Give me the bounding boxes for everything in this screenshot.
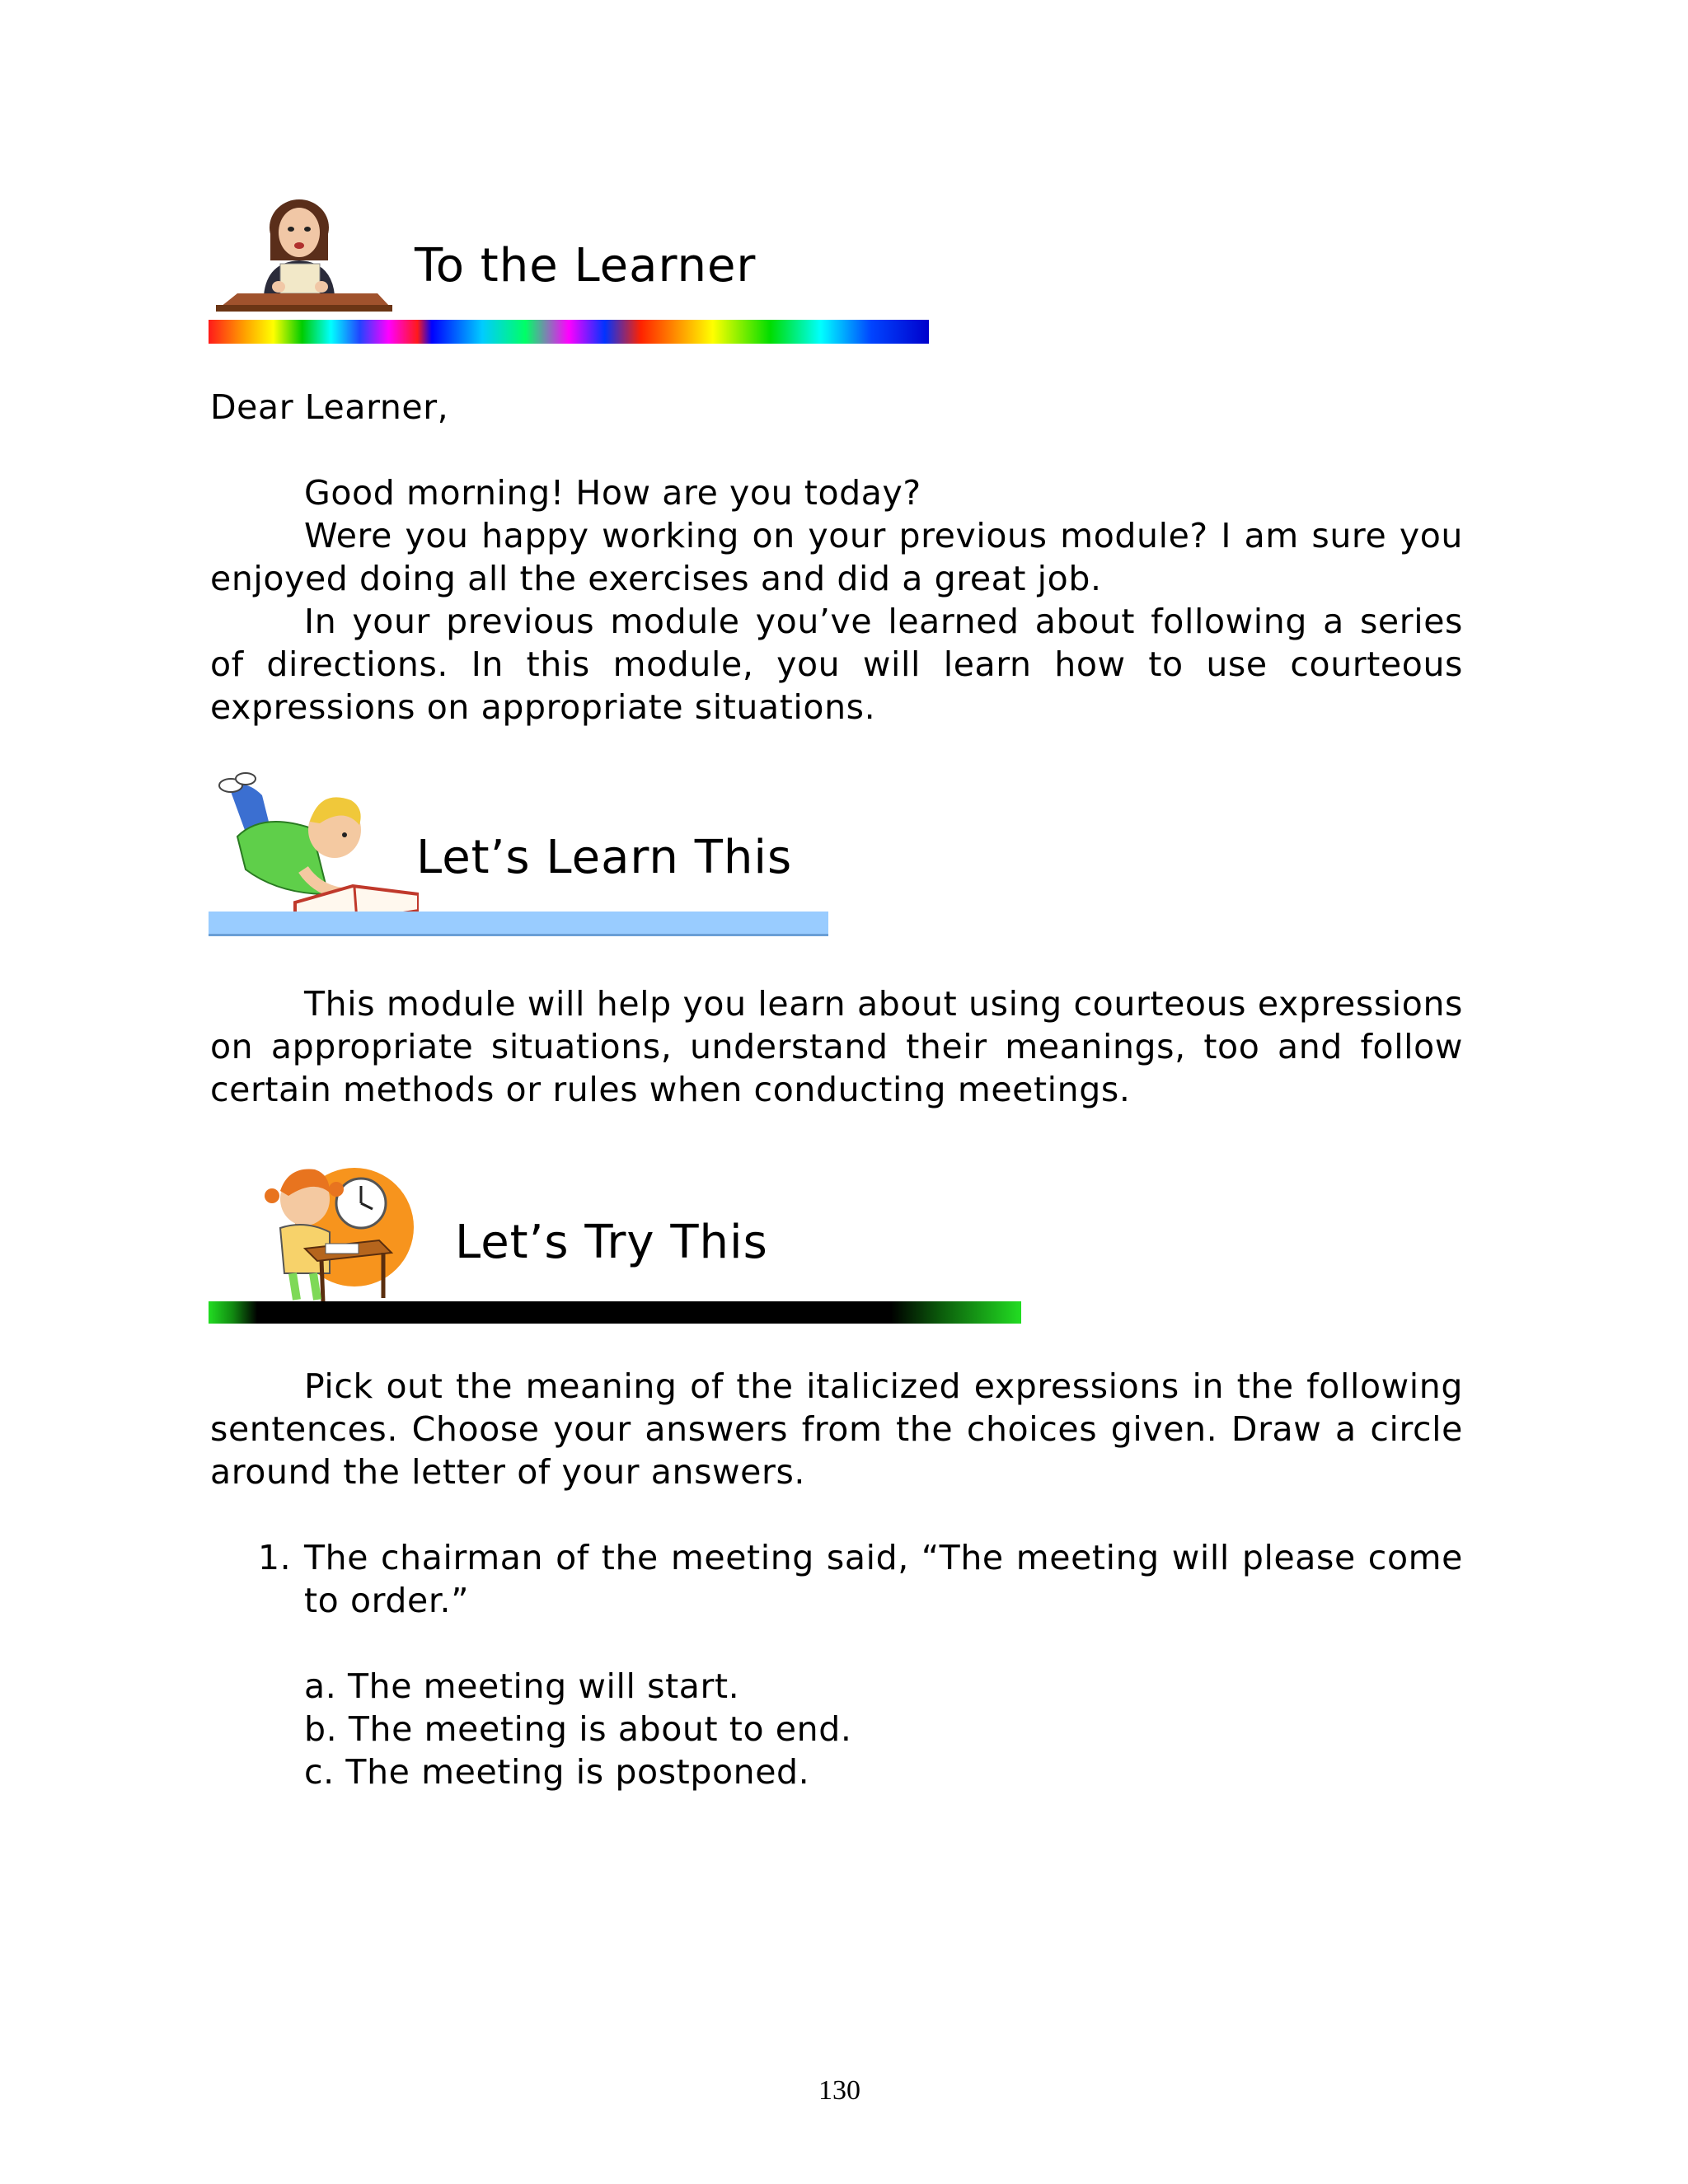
instructions-paragraph: Pick out the meaning of the italicized expressions in the following sentences. Choose your answers from the choices given. Draw a circle around the letter of your answers. xyxy=(210,1366,1463,1492)
choice-b[interactable] xyxy=(304,1708,851,1750)
greeting: Dear Learner, xyxy=(210,387,449,427)
learn-paragraph: This module will help you learn about using courteous expressions on appropriate situations, understand their meanings, too and follow certain methods or rules when conducting meetings. xyxy=(210,984,1463,1109)
intro-paragraphs xyxy=(210,471,1463,729)
girl-at-desk-with-clock-icon xyxy=(247,1150,416,1305)
choice-letter: b. xyxy=(304,1709,338,1749)
boy-reading-book-icon xyxy=(213,771,419,929)
page-number: 130 xyxy=(818,2075,860,2106)
choice-a[interactable] xyxy=(304,1665,851,1708)
section-heading-lets-learn-this: Let’s Learn This xyxy=(416,831,793,884)
choice-letter: a. xyxy=(304,1666,337,1706)
section-heading-lets-try-this: Let’s Try This xyxy=(455,1216,768,1269)
green-black-divider xyxy=(209,1301,1021,1324)
intro-paragraph: Good morning! How are you today? xyxy=(304,473,921,513)
answer-choices xyxy=(304,1665,851,1793)
question-number: 1. xyxy=(258,1538,292,1577)
choice-c[interactable] xyxy=(304,1750,851,1793)
question-text: The chairman of the meeting said, “The meeting will please come to order.” xyxy=(304,1538,1463,1620)
choice-letter: c. xyxy=(304,1752,335,1792)
light-blue-divider xyxy=(209,912,828,936)
choice-text: The meeting is postponed. xyxy=(345,1752,810,1792)
section-heading-to-the-learner: To the Learner xyxy=(415,239,757,293)
intro-paragraph: In your previous module you’ve learned about following a series of directions. In this module, you will learn how to use courteous expressions on appropriate situations. xyxy=(210,602,1463,727)
teacher-at-desk-icon xyxy=(213,196,394,313)
rainbow-divider xyxy=(209,320,929,344)
choice-text: The meeting will start. xyxy=(348,1666,740,1706)
intro-paragraph: Were you happy working on your previous module? I am sure you enjoyed doing all the exercises and did a great job. xyxy=(210,516,1463,598)
choice-text: The meeting is about to end. xyxy=(348,1709,852,1749)
